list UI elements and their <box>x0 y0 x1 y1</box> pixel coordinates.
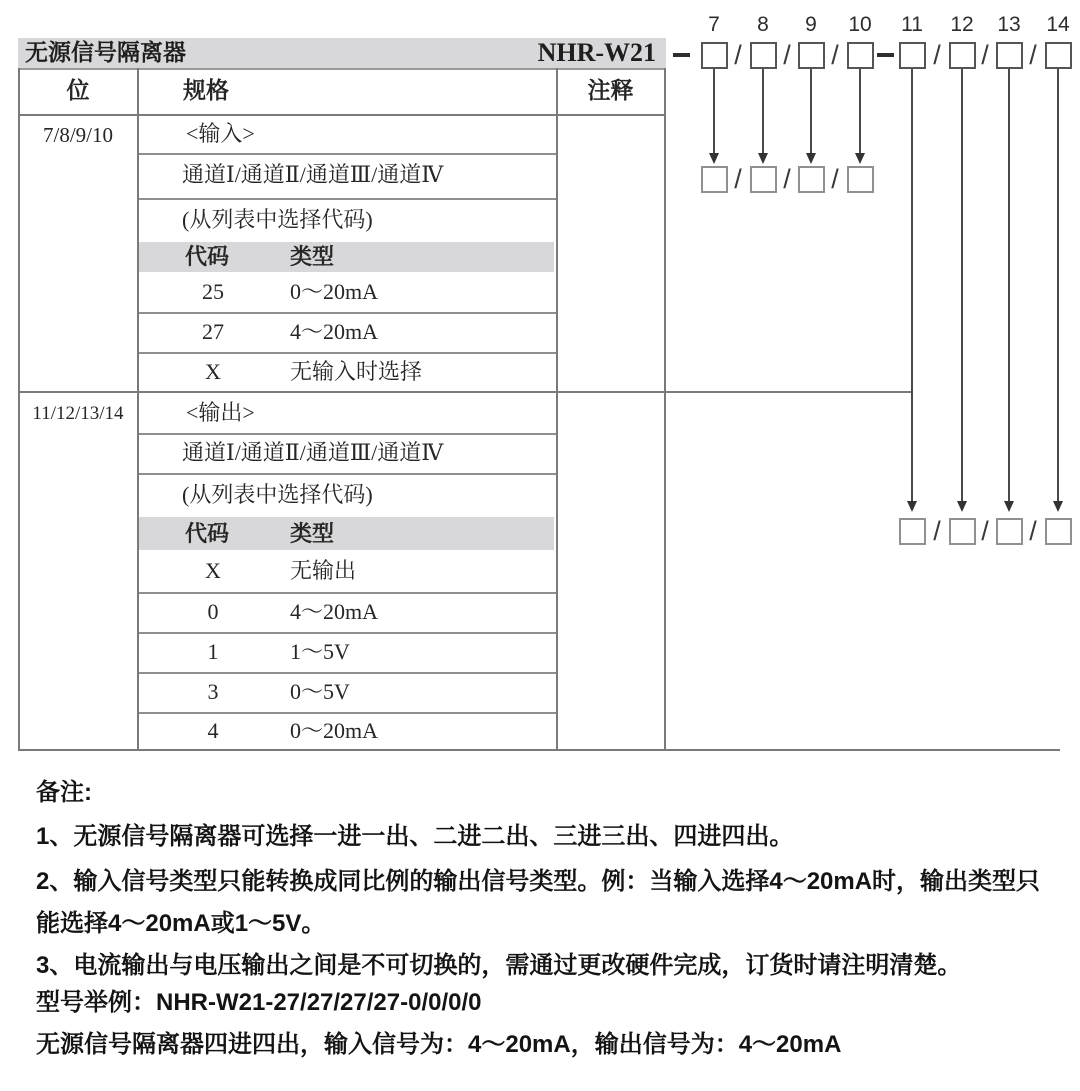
type-cell: 4～20mA <box>290 599 379 624</box>
grid-line <box>139 312 556 314</box>
code-cell: 0 <box>207 599 219 624</box>
slash: / <box>831 164 839 194</box>
code-box-11 <box>899 42 926 69</box>
code-cell: X <box>205 558 221 583</box>
grid-line <box>139 473 556 475</box>
grid-line <box>139 632 556 634</box>
code-header-band <box>139 517 554 550</box>
grid-line <box>18 391 912 393</box>
code-box-8 <box>750 42 777 69</box>
arrow-head <box>855 153 865 164</box>
grid-line <box>18 114 666 116</box>
grid-line <box>139 712 556 714</box>
type-cell: 0～20mA <box>290 279 379 304</box>
type-cell: 0～5V <box>290 679 350 704</box>
input-box-10 <box>847 166 874 193</box>
arrow-line <box>961 69 963 502</box>
digit-label-11: 11 <box>901 13 923 36</box>
code-header-type: 类型 <box>290 244 335 269</box>
grid-line <box>18 749 1060 751</box>
model-example-desc: 无源信号隔离器四进四出，输入信号为：4～20mA，输出信号为：4～20mA <box>36 1031 842 1058</box>
note-line-1: 1、无源信号隔离器可选择一进一出、二进二出、三进三出、四进四出。 <box>36 823 794 850</box>
output-box-13 <box>996 518 1023 545</box>
spec-row: (从列表中选择代码) <box>182 207 373 232</box>
type-cell: 无输出 <box>290 558 357 583</box>
slash: / <box>734 40 742 70</box>
grid-line <box>556 68 558 751</box>
grid-line <box>139 592 556 594</box>
grid-line <box>139 433 556 435</box>
spec-row: 通道Ⅰ/通道Ⅱ/通道Ⅲ/通道Ⅳ <box>182 162 444 187</box>
digit-label-14: 14 <box>1046 13 1070 36</box>
type-cell: 0～20mA <box>290 718 379 743</box>
arrow-line <box>911 69 913 502</box>
code-cell: 3 <box>207 679 219 704</box>
code-cell: 4 <box>207 718 219 743</box>
column-header-position: 位 <box>66 78 90 103</box>
code-header-band <box>139 242 554 272</box>
arrow-head <box>957 501 967 512</box>
spec-row: (从列表中选择代码) <box>182 482 373 507</box>
type-cell: 4～20mA <box>290 319 379 344</box>
dash <box>877 53 894 57</box>
code-box-9 <box>798 42 825 69</box>
arrow-head <box>806 153 816 164</box>
code-cell: 25 <box>202 279 224 304</box>
arrow-head <box>1004 501 1014 512</box>
slash: / <box>981 40 989 70</box>
type-cell: 无输入时选择 <box>290 359 423 384</box>
grid-line <box>664 68 666 751</box>
code-header-code: 代码 <box>185 244 230 269</box>
digit-label-9: 9 <box>805 13 817 36</box>
digit-label-12: 12 <box>950 13 974 36</box>
arrow-head <box>907 501 917 512</box>
position-cell: 11/12/13/14 <box>32 403 124 424</box>
slash: / <box>734 164 742 194</box>
input-box-7 <box>701 166 728 193</box>
output-box-14 <box>1045 518 1072 545</box>
column-header-note: 注释 <box>587 78 634 103</box>
arrow-head <box>1053 501 1063 512</box>
grid-line <box>18 68 666 70</box>
slash: / <box>783 164 791 194</box>
output-box-12 <box>949 518 976 545</box>
slash: / <box>783 40 791 70</box>
grid-line <box>139 672 556 674</box>
code-box-7 <box>701 42 728 69</box>
slash: / <box>831 40 839 70</box>
digit-label-7: 7 <box>708 13 720 36</box>
note-line-2: 2、输入信号类型只能转换成同比例的输出信号类型。例：当输入选择4～20mA时，输出类型只 <box>36 868 1041 895</box>
type-cell: 1～5V <box>290 639 350 664</box>
slash: / <box>981 516 989 546</box>
arrow-line <box>859 69 861 154</box>
code-cell: X <box>205 359 221 384</box>
code-cell: 1 <box>207 639 219 664</box>
grid-line <box>139 153 556 155</box>
arrow-head <box>758 153 768 164</box>
code-cell: 27 <box>202 319 224 344</box>
code-header-code: 代码 <box>185 521 230 546</box>
model-code: NHR-W21 <box>537 38 656 67</box>
grid-line <box>139 198 556 200</box>
digit-label-8: 8 <box>757 13 769 36</box>
input-box-9 <box>798 166 825 193</box>
input-box-8 <box>750 166 777 193</box>
digit-label-13: 13 <box>997 13 1021 36</box>
code-box-13 <box>996 42 1023 69</box>
arrow-line <box>1057 69 1059 502</box>
title-band <box>18 38 666 68</box>
dash <box>673 53 690 57</box>
arrow-line <box>713 69 715 154</box>
arrow-line <box>762 69 764 154</box>
note-line-3: 3、电流输出与电压输出之间是不可切换的，需通过更改硬件完成，订货时请注明清楚。 <box>36 952 962 979</box>
arrow-line <box>810 69 812 154</box>
model-example: 型号举例：NHR-W21-27/27/27/27-0/0/0/0 <box>36 989 482 1016</box>
digit-label-10: 10 <box>848 13 872 36</box>
code-box-10 <box>847 42 874 69</box>
column-header-spec: 规格 <box>183 78 229 103</box>
output-box-11 <box>899 518 926 545</box>
code-box-12 <box>949 42 976 69</box>
slash: / <box>1029 516 1037 546</box>
arrow-line <box>1008 69 1010 502</box>
code-header-type: 类型 <box>290 521 335 546</box>
spec-row: <输入> <box>186 121 255 146</box>
position-cell: 7/8/9/10 <box>42 123 113 147</box>
slash: / <box>933 516 941 546</box>
slash: / <box>933 40 941 70</box>
arrow-head <box>709 153 719 164</box>
page-title: 无源信号隔离器 <box>25 40 186 65</box>
grid-line <box>139 352 556 354</box>
slash: / <box>1029 40 1037 70</box>
spec-row: <输出> <box>186 400 255 425</box>
notes-title: 备注: <box>36 779 92 806</box>
spec-row: 通道Ⅰ/通道Ⅱ/通道Ⅲ/通道Ⅳ <box>182 440 444 465</box>
note-line-2-cont: 能选择4～20mA或1～5V。 <box>36 910 326 937</box>
code-box-14 <box>1045 42 1072 69</box>
